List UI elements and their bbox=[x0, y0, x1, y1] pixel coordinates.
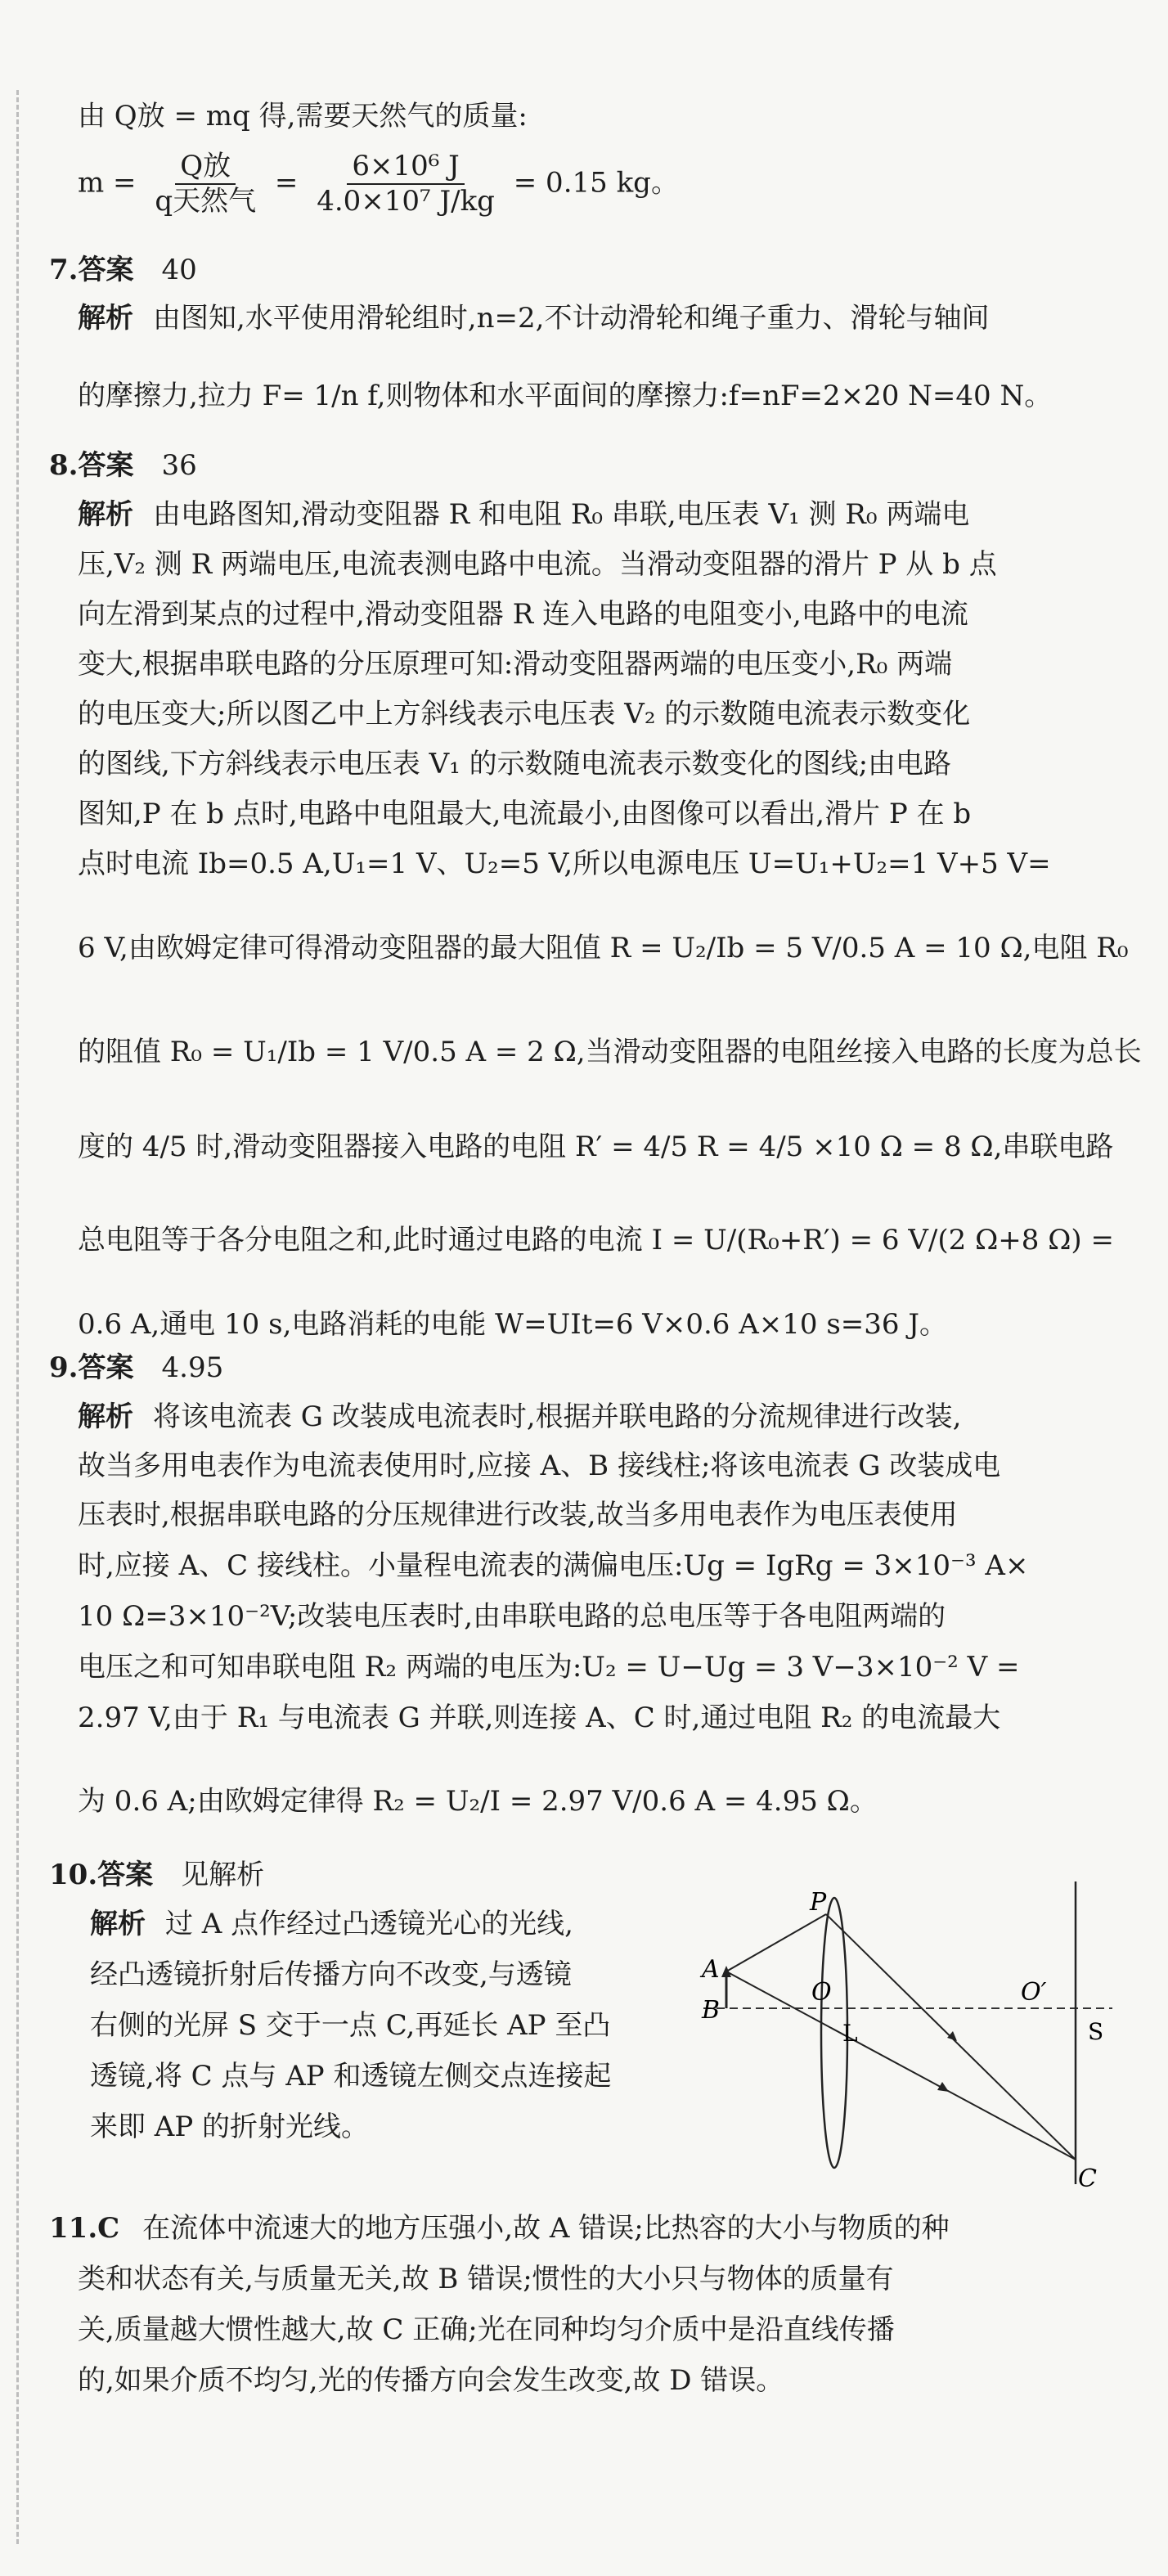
prev-formula: m = $\frac{\text{Q放}}{\text{q天然气}}$ = $\frac{\text{6×10⁶ J}}{\text{4.0×10⁷ J/kg}}$ = 0.15 kg。 bbox=[78, 150, 679, 218]
q8-line: 点时电流 Ib=0.5 A,U₁=1 V、U₂=5 V,所以电源电压 U=U₁+U₂=1 V+5 V= bbox=[78, 847, 1051, 880]
q10-line: 来即 AP 的折射光线。 bbox=[90, 2111, 370, 2143]
answer-tag: 答案 bbox=[78, 1351, 134, 1384]
answer-value: 4.95 bbox=[161, 1351, 224, 1384]
answer-value: 见解析 bbox=[181, 1859, 265, 1891]
q8-line: 总电阻等于各分电阻之和,此时通过电路的电流 I = U/(R₀+R′) = 6 V/(2 Ω+8 Ω) = bbox=[78, 1224, 1114, 1257]
explain-tag: 解析 bbox=[90, 1908, 146, 1940]
q10-line: 经凸透镜折射后传播方向不改变,与透镜 bbox=[90, 1958, 572, 1991]
label-o-prime: O′ bbox=[1021, 1978, 1047, 2007]
q8-line: 压,V₂ 测 R 两端电压,电流表测电路中电流。当滑动变阻器的滑片 P 从 b 点 bbox=[78, 548, 997, 581]
q8-explain-line-1 bbox=[78, 495, 969, 534]
label-b: B bbox=[702, 1996, 721, 2025]
q11-line: 的,如果介质不均匀,光的传播方向会发生改变,故 D 错误。 bbox=[78, 2364, 784, 2397]
q8-line: 向左滑到某点的过程中,滑动变阻器 R 连入电路的电阻变小,电路中的电流 bbox=[78, 598, 968, 631]
q9-line: 压表时,根据串联电路的分压规律进行改装,故当多用电表作为电压表使用 bbox=[78, 1499, 958, 1531]
explain-tag: 解析 bbox=[78, 302, 133, 335]
q8-line: 的图线,下方斜线表示电压表 V₁ 的示数随电流表示数变化的图线;由电路 bbox=[78, 748, 952, 780]
explain-text: 由电路图知,滑动变阻器 R 和电阻 R₀ 串联,电压表 V₁ 测 R₀ 两端电 bbox=[153, 498, 970, 531]
fraction-numerator: 6×10⁶ J bbox=[347, 151, 464, 185]
fraction-denominator: q天然气 bbox=[155, 185, 257, 218]
answer-tag: 答案 bbox=[97, 1859, 154, 1891]
answer-value: 40 bbox=[161, 254, 197, 286]
q8-answer-row bbox=[49, 446, 197, 485]
q10-explain-line-1 bbox=[90, 1904, 573, 1944]
explain-text: 将该电流表 G 改装成电流表时,根据并联电路的分流规律进行改装, bbox=[153, 1400, 962, 1433]
q7-explain-line-2: 的摩擦力,拉力 F= 1/n f,则物体和水平面间的摩擦力:f=nF=2×20 N=40 N。 bbox=[78, 380, 1053, 412]
fraction-denominator: 4.0×10⁷ J/kg bbox=[317, 185, 495, 218]
question-number: 11. bbox=[49, 2212, 98, 2245]
fraction-numerator: Q放 bbox=[175, 151, 236, 185]
lens-ray-diagram bbox=[687, 1877, 1145, 2188]
formula-result: = 0.15 kg。 bbox=[513, 166, 679, 200]
answer-value: C bbox=[97, 2212, 120, 2245]
q9-answer-row bbox=[49, 1348, 223, 1387]
formula-lhs: m = bbox=[78, 166, 137, 200]
ray-ap bbox=[726, 1914, 826, 1971]
q11-answer-row bbox=[49, 2209, 950, 2248]
explain-text: 过 A 点作经过凸透镜光心的光线, bbox=[165, 1908, 573, 1940]
q7-explain-line-1 bbox=[78, 299, 989, 338]
label-s: S bbox=[1088, 2018, 1104, 2045]
explain-tag: 解析 bbox=[78, 498, 133, 531]
explain-tag: 解析 bbox=[78, 1400, 133, 1433]
label-c: C bbox=[1078, 2165, 1097, 2188]
question-number: 9. bbox=[49, 1351, 79, 1384]
question-number: 10. bbox=[49, 1859, 98, 1891]
q10-line: 右侧的光屏 S 交于一点 C,再延长 AP 至凸 bbox=[90, 2009, 611, 2042]
question-number: 7. bbox=[49, 254, 79, 286]
explain-text: 在流体中流速大的地方压强小,故 A 错误;比热容的大小与物质的种 bbox=[142, 2212, 950, 2245]
answer-tag: 答案 bbox=[78, 254, 134, 286]
q9-explain-line-1 bbox=[78, 1397, 961, 1436]
fraction-values bbox=[312, 151, 500, 218]
q9-line: 为 0.6 A;由欧姆定律得 R₂ = U₂/I = 2.97 V/0.6 A = 4.95 Ω。 bbox=[78, 1785, 878, 1818]
label-l: L bbox=[842, 2020, 858, 2047]
q8-line: 图知,P 在 b 点时,电路中电阻最大,电流最小,由图像可以看出,滑片 P 在 b bbox=[78, 798, 972, 830]
label-o: O bbox=[811, 1978, 832, 2007]
q9-line: 2.97 V,由于 R₁ 与电流表 G 并联,则连接 A、C 时,通过电阻 R₂ 的电流最大 bbox=[78, 1702, 1001, 1734]
q8-line: 的阻值 R₀ = U₁/Ib = 1 V/0.5 A = 2 Ω,当滑动变阻器的电阻丝接入电路的长度为总长 bbox=[78, 1036, 1142, 1068]
answer-value: 36 bbox=[161, 449, 197, 482]
q8-line: 度的 4/5 时,滑动变阻器接入电路的电阻 R′ = 4/5 R = 4/5 ×10 Ω = 8 Ω,串联电路 bbox=[78, 1131, 1114, 1163]
answer-tag: 答案 bbox=[78, 449, 134, 482]
q8-line: 变大,根据串联电路的分压原理可知:滑动变阻器两端的电压变小,R₀ 两端 bbox=[78, 648, 953, 681]
q9-line: 时,应接 A、C 接线柱。小量程电流表的满偏电压:Ug = IgRg = 3×10⁻³ A× bbox=[78, 1549, 1029, 1582]
q9-line: 故当多用电表作为电流表使用时,应接 A、B 接线柱;将该电流表 G 改装成电 bbox=[78, 1450, 1001, 1482]
q7-answer-row bbox=[49, 250, 197, 290]
q11-line: 类和状态有关,与质量无关,故 B 错误;惯性的大小只与物体的质量有 bbox=[78, 2263, 894, 2295]
q10-answer-row bbox=[49, 1855, 264, 1895]
label-p: P bbox=[810, 1888, 827, 1917]
q8-line: 的电压变大;所以图乙中上方斜线表示电压表 V₂ 的示数随电流表示数变化 bbox=[78, 698, 971, 731]
explain-text: 由图知,水平使用滑轮组时,n=2,不计动滑轮和绳子重力、滑轮与轴间 bbox=[153, 302, 990, 335]
fraction-q bbox=[150, 151, 261, 218]
q9-line: 电压之和可知串联电阻 R₂ 两端的电压为:U₂ = U−Ug = 3 V−3×10⁻² V = bbox=[78, 1651, 1020, 1684]
q8-line: 6 V,由欧姆定律可得滑动变阻器的最大阻值 R = U₂/Ib = 5 V/0.5 A = 10 Ω,电阻 R₀ bbox=[78, 932, 1129, 964]
question-number: 8. bbox=[49, 449, 79, 482]
q9-line: 10 Ω=3×10⁻²V;改装电压表时,由串联电路的总电压等于各电阻两端的 bbox=[78, 1600, 946, 1633]
q11-line: 关,质量越大惯性越大,故 C 正确;光在同种均匀介质中是沿直线传播 bbox=[78, 2313, 895, 2346]
q8-line: 0.6 A,通电 10 s,电路消耗的电能 W=UIt=6 V×0.6 A×10 s=36 J。 bbox=[78, 1308, 947, 1341]
page-margin-rule bbox=[16, 90, 19, 2544]
q10-line: 透镜,将 C 点与 AP 和透镜左侧交点连接起 bbox=[90, 2060, 612, 2093]
label-a: A bbox=[702, 1955, 720, 1984]
ray-arrow bbox=[947, 2031, 957, 2041]
prev-line-1: 由 Q放 = mq 得,需要天然气的质量: bbox=[78, 100, 528, 133]
